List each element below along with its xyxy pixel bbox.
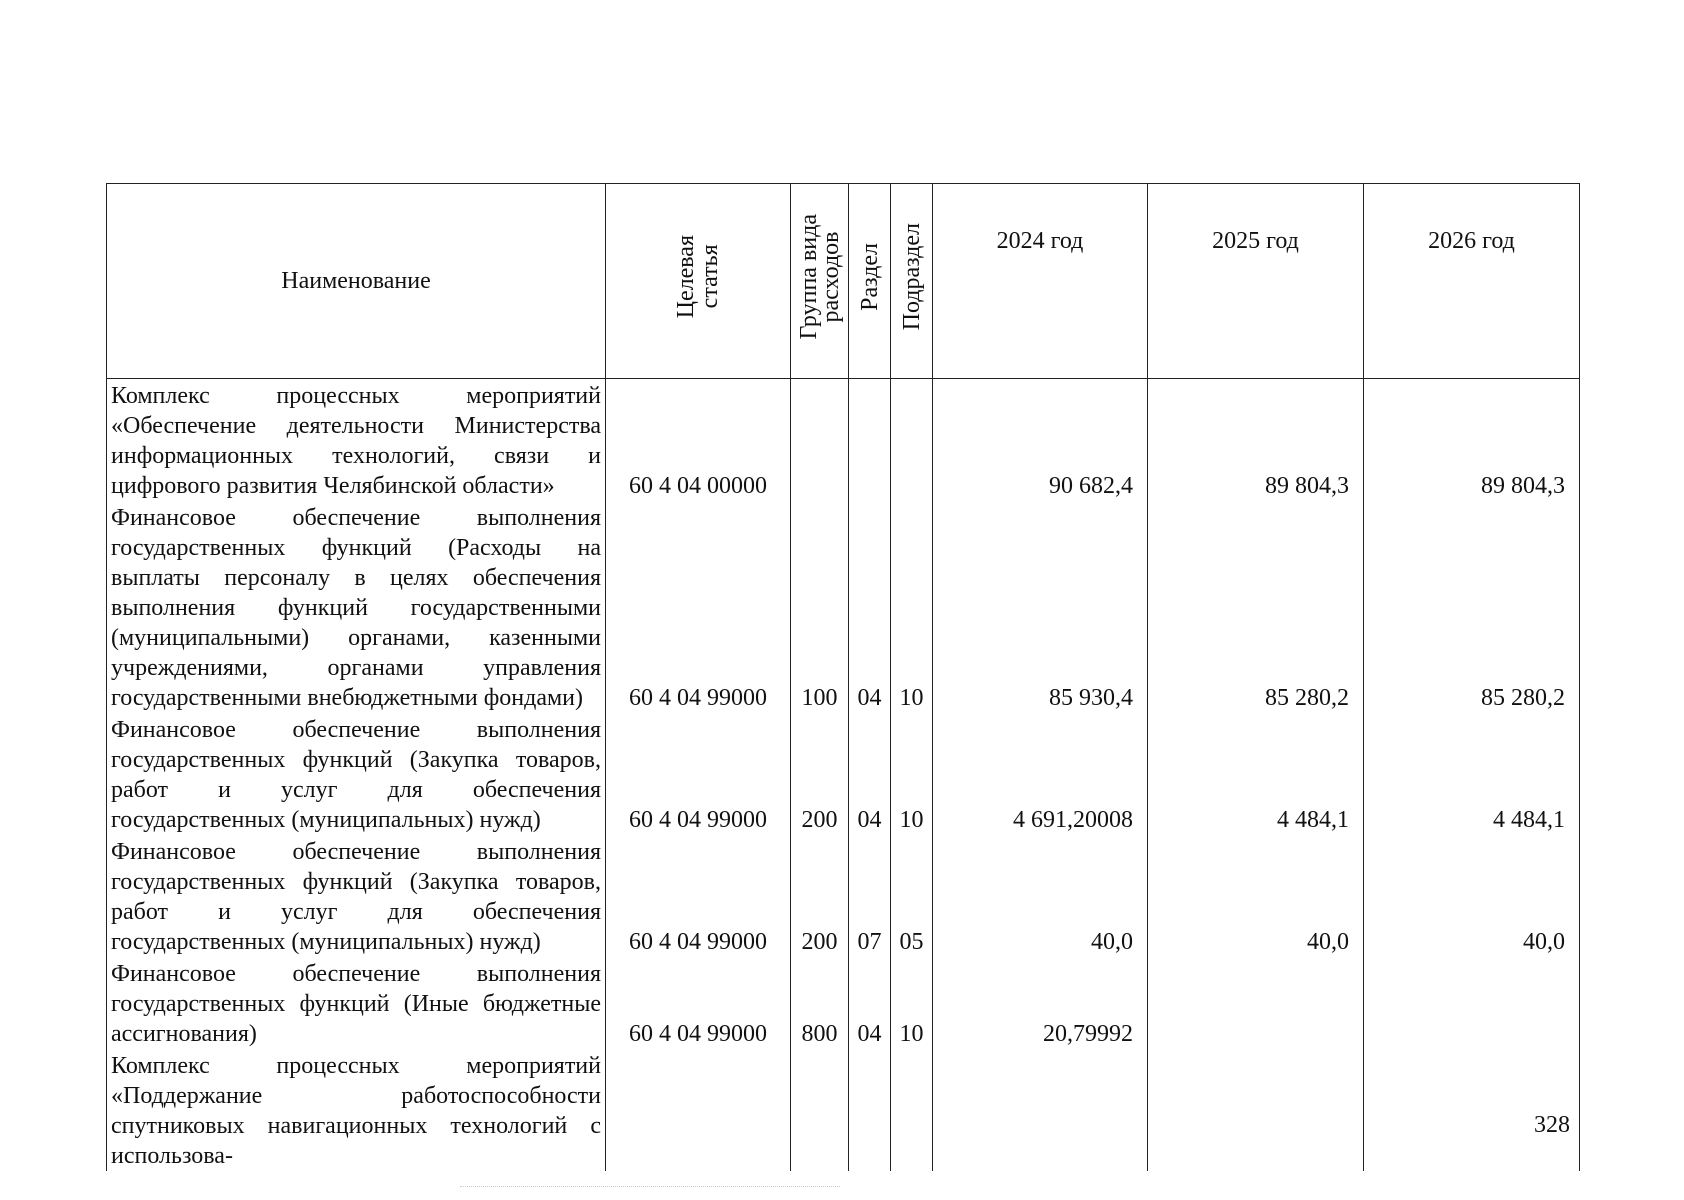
row-section: 04 [849,713,891,835]
table-row [107,957,1580,1049]
row-2025: 89 804,3 [1148,379,1364,502]
row-2025 [1148,1049,1364,1171]
row-group: 200 [791,713,849,835]
row-section: 07 [849,835,891,957]
row-2026: 40,0 [1364,835,1580,957]
row-subsection: 10 [891,713,933,835]
row-2026 [1364,1049,1580,1171]
row-name: Финансовое обеспечение выполнения государственных функций (Закупка товаров, работ и услуг для обеспечения государственных (муниципальных) нужд) [107,713,606,835]
row-2025: 40,0 [1148,835,1364,957]
row-name: Комплекс процессных мероприятий «Поддержание работоспособности спутниковых навигационных технологий с использова- [107,1049,606,1171]
header-group-text: Группа вида расходов [795,214,844,340]
row-target: 60 4 04 99000 [606,501,791,713]
row-target: 60 4 04 99000 [606,713,791,835]
row-group: 100 [791,501,849,713]
row-group: 200 [791,835,849,957]
row-2025: 4 484,1 [1148,713,1364,835]
row-2024: 40,0 [933,835,1148,957]
header-2025: 2025 год [1148,184,1364,379]
row-group [791,1049,849,1171]
header-target-text: Целевая статья [673,235,723,319]
row-2024: 20,79992 [933,957,1148,1049]
header-subsection [891,184,933,379]
row-section: 04 [849,501,891,713]
row-2024: 4 691,20008 [933,713,1148,835]
row-name: Комплекс процессных мероприятий «Обеспечение деятельности Министерства информационных технологий, связи и цифрового развития Челябинской области» [107,379,606,502]
header-row [107,184,1580,379]
table-row [107,379,1580,502]
header-name: Наименование [107,184,606,379]
table-row [107,1049,1580,1171]
row-2024: 85 930,4 [933,501,1148,713]
row-2026: 89 804,3 [1364,379,1580,502]
header-group [791,184,849,379]
row-subsection: 10 [891,957,933,1049]
budget-table [106,183,1580,1171]
row-2025: 85 280,2 [1148,501,1364,713]
header-2024: 2024 год [933,184,1148,379]
row-subsection: 05 [891,835,933,957]
row-section: 04 [849,957,891,1049]
row-section [849,379,891,502]
table-row [107,501,1580,713]
page-number: 328 [1534,1112,1570,1138]
row-2026: 85 280,2 [1364,501,1580,713]
header-section [849,184,891,379]
row-subsection [891,1049,933,1171]
row-group: 800 [791,957,849,1049]
row-target [606,1049,791,1171]
table-row [107,835,1580,957]
row-2024: 90 682,4 [933,379,1148,502]
table-row [107,713,1580,835]
row-2024 [933,1049,1148,1171]
row-name: Финансовое обеспечение выполнения государственных функций (Закупка товаров, работ и услуг для обеспечения государственных (муниципальных) нужд) [107,835,606,957]
row-subsection: 10 [891,501,933,713]
row-name: Финансовое обеспечение выполнения государственных функций (Иные бюджетные ассигнования) [107,957,606,1049]
row-2025 [1148,957,1364,1049]
row-2026: 4 484,1 [1364,713,1580,835]
scan-artifact [460,1186,840,1191]
table-body [107,379,1580,1172]
row-target: 60 4 04 00000 [606,379,791,502]
row-group [791,379,849,502]
row-target: 60 4 04 99000 [606,957,791,1049]
row-target: 60 4 04 99000 [606,835,791,957]
row-2026 [1364,957,1580,1049]
header-target [606,184,791,379]
header-subsection-text: Подраздел [898,223,925,331]
header-section-text: Раздел [856,243,883,311]
row-name: Финансовое обеспечение выполнения государственных функций (Расходы на выплаты персоналу в целях обеспечения выполнения функций государственными (муниципальными) органами, казенными учреждениями, органами управления государственными внебюджетными фондами) [107,501,606,713]
row-subsection [891,379,933,502]
header-2026: 2026 год [1364,184,1580,379]
row-section [849,1049,891,1171]
